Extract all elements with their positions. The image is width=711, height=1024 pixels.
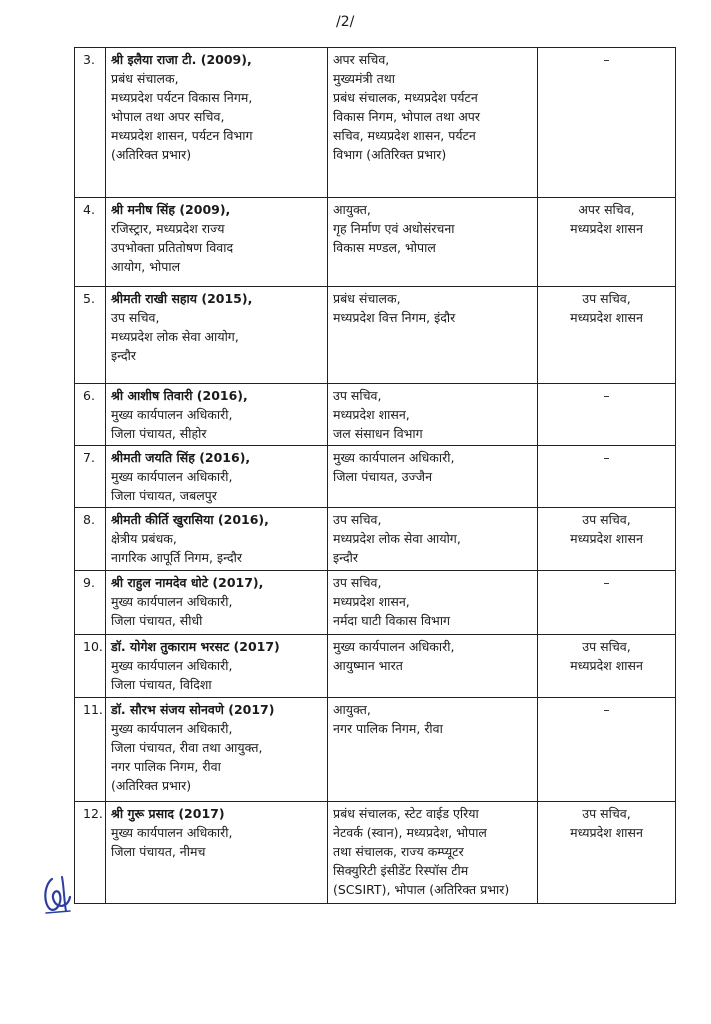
additional-charge <box>538 571 676 635</box>
new-posting-line: आयुष्मान भारत <box>333 658 403 673</box>
new-posting <box>328 384 538 446</box>
new-posting <box>328 635 538 698</box>
new-posting-line: विकास निगम, भोपाल तथा अपर <box>333 109 480 124</box>
serial-number: 10. <box>75 635 106 698</box>
current-post-line: जिला पंचायत, जबलपुर <box>111 488 217 503</box>
initials-signature <box>40 873 80 917</box>
new-posting-line: प्रबंध संचालक, <box>333 291 401 306</box>
new-posting-line: मध्यप्रदेश वित्त निगम, इंदौर <box>333 310 456 325</box>
current-post-line: जिला पंचायत, रीवा तथा आयुक्त, <box>111 740 263 755</box>
new-posting-line: नेटवर्क (स्वान), मध्यप्रदेश, भोपाल <box>333 825 487 840</box>
additional-charge-line: अपर सचिव, <box>578 202 635 217</box>
officer-name: श्री राहुल नामदेव धोटे (2017), <box>111 575 264 590</box>
officer-current-post <box>106 802 328 904</box>
new-posting-line: उप सचिव, <box>333 388 382 403</box>
current-post-line: इन्दौर <box>111 348 136 363</box>
additional-charge-line: उप सचिव, <box>582 639 631 654</box>
new-posting <box>328 287 538 384</box>
current-post-line: जिला पंचायत, नीमच <box>111 844 206 859</box>
additional-charge-line: मध्यप्रदेश शासन <box>570 658 643 673</box>
table-row <box>75 802 676 904</box>
serial-number: 12. <box>75 802 106 904</box>
new-posting-line: अपर सचिव, <box>333 52 390 67</box>
new-posting-line: नगर पालिक निगम, रीवा <box>333 721 443 736</box>
new-posting-line: इन्दौर <box>333 550 358 565</box>
additional-charge-line: उप सचिव, <box>582 291 631 306</box>
current-post-line: भोपाल तथा अपर सचिव, <box>111 109 225 124</box>
additional-charge <box>538 446 676 508</box>
current-post-line: मुख्य कार्यपालन अधिकारी, <box>111 594 233 609</box>
new-posting <box>328 508 538 571</box>
additional-charge-line: – <box>603 52 610 67</box>
current-post-line: मुख्य कार्यपालन अधिकारी, <box>111 658 233 673</box>
current-post-line: मुख्य कार्यपालन अधिकारी, <box>111 469 233 484</box>
new-posting-line: मध्यप्रदेश शासन, <box>333 407 410 422</box>
new-posting-line: विभाग (अतिरिक्त प्रभार) <box>333 147 447 162</box>
additional-charge-line: उप सचिव, <box>582 512 631 527</box>
additional-charge-line: – <box>603 702 610 717</box>
additional-charge-line: मध्यप्रदेश शासन <box>570 825 643 840</box>
new-posting <box>328 698 538 802</box>
current-post-line: आयोग, भोपाल <box>111 259 181 274</box>
officer-name: डॉ. योगेश तुकाराम भरसट (2017) <box>111 639 280 654</box>
current-post-line: क्षेत्रीय प्रबंधक, <box>111 531 177 546</box>
additional-charge <box>538 698 676 802</box>
additional-charge <box>538 802 676 904</box>
current-post-line: उपभोक्ता प्रतितोषण विवाद <box>111 240 234 255</box>
current-post-line: मुख्य कार्यपालन अधिकारी, <box>111 407 233 422</box>
new-posting <box>328 571 538 635</box>
new-posting-line: विकास मण्डल, भोपाल <box>333 240 436 255</box>
officer-name: श्रीमती कीर्ति खुरासिया (2016), <box>111 512 269 527</box>
officer-current-post <box>106 198 328 287</box>
table-row <box>75 446 676 508</box>
new-posting-line: प्रबंध संचालक, स्टेट वाईड एरिया <box>333 806 479 821</box>
current-post-line: रजिस्ट्रार, मध्यप्रदेश राज्य <box>111 221 225 236</box>
officer-current-post <box>106 698 328 802</box>
additional-charge-line: मध्यप्रदेश शासन <box>570 531 643 546</box>
current-post-line: मुख्य कार्यपालन अधिकारी, <box>111 721 233 736</box>
serial-number: 8. <box>75 508 106 571</box>
new-posting <box>328 802 538 904</box>
additional-charge-line: मध्यप्रदेश शासन <box>570 310 643 325</box>
officer-name: श्रीमती राखी सहाय (2015), <box>111 291 253 306</box>
current-post-line: जिला पंचायत, विदिशा <box>111 677 212 692</box>
current-post-line: मध्यप्रदेश पर्यटन विकास निगम, <box>111 90 253 105</box>
new-posting <box>328 48 538 198</box>
table-row <box>75 698 676 802</box>
additional-charge <box>538 508 676 571</box>
new-posting-line: मुख्य कार्यपालन अधिकारी, <box>333 639 455 654</box>
officer-current-post <box>106 571 328 635</box>
additional-charge-line: – <box>603 450 610 465</box>
new-posting-line: नर्मदा घाटी विकास विभाग <box>333 613 451 628</box>
new-posting-line: जल संसाधन विभाग <box>333 426 423 441</box>
new-posting-line: आयुक्त, <box>333 702 371 717</box>
new-posting-line: सचिव, मध्यप्रदेश शासन, पर्यटन <box>333 128 476 143</box>
new-posting-line: सिक्युरिटी इंसीडेंट रिस्पॉस टीम <box>333 863 469 878</box>
table-row <box>75 635 676 698</box>
officer-name: श्री गुरू प्रसाद (2017) <box>111 806 225 821</box>
current-post-line: जिला पंचायत, सीहोर <box>111 426 207 441</box>
current-post-line: प्रबंध संचालक, <box>111 71 179 86</box>
new-posting <box>328 198 538 287</box>
current-post-line: मध्यप्रदेश शासन, पर्यटन विभाग <box>111 128 253 143</box>
new-posting-line: मुख्य कार्यपालन अधिकारी, <box>333 450 455 465</box>
officer-name: श्री मनीष सिंह (2009), <box>111 202 231 217</box>
table-row <box>75 198 676 287</box>
current-post-line: नगर पालिक निगम, रीवा <box>111 759 221 774</box>
new-posting-line: गृह निर्माण एवं अधोसंरचना <box>333 221 455 236</box>
current-post-line: मुख्य कार्यपालन अधिकारी, <box>111 825 233 840</box>
new-posting-line: जिला पंचायत, उज्जैन <box>333 469 433 484</box>
new-posting-line: मुख्यमंत्री तथा <box>333 71 395 86</box>
officer-current-post <box>106 287 328 384</box>
officer-name: डॉ. सौरभ संजय सोनवणे (2017) <box>111 702 275 717</box>
new-posting-line: आयुक्त, <box>333 202 371 217</box>
current-post-line: (अतिरिक्त प्रभार) <box>111 778 192 793</box>
serial-number: 4. <box>75 198 106 287</box>
new-posting-line: तथा संचालक, राज्य कम्प्यूटर <box>333 844 464 859</box>
officer-current-post <box>106 48 328 198</box>
additional-charge-line: – <box>603 388 610 403</box>
table-row <box>75 287 676 384</box>
new-posting-line: मध्यप्रदेश लोक सेवा आयोग, <box>333 531 461 546</box>
serial-number: 6. <box>75 384 106 446</box>
additional-charge <box>538 48 676 198</box>
serial-number: 5. <box>75 287 106 384</box>
table-row <box>75 571 676 635</box>
serial-number: 11. <box>75 698 106 802</box>
current-post-line: मध्यप्रदेश लोक सेवा आयोग, <box>111 329 239 344</box>
officer-current-post <box>106 384 328 446</box>
additional-charge <box>538 384 676 446</box>
current-post-line: जिला पंचायत, सीधी <box>111 613 203 628</box>
serial-number: 3. <box>75 48 106 198</box>
officer-name: श्री आशीष तिवारी (2016), <box>111 388 248 403</box>
new-posting-line: उप सचिव, <box>333 575 382 590</box>
serial-number: 7. <box>75 446 106 508</box>
table-row <box>75 384 676 446</box>
additional-charge <box>538 287 676 384</box>
current-post-line: उप सचिव, <box>111 310 160 325</box>
current-post-line: नागरिक आपूर्ति निगम, इन्दौर <box>111 550 242 565</box>
serial-number: 9. <box>75 571 106 635</box>
officer-current-post <box>106 635 328 698</box>
officer-current-post <box>106 446 328 508</box>
additional-charge <box>538 635 676 698</box>
additional-charge-line: मध्यप्रदेश शासन <box>570 221 643 236</box>
additional-charge-line: – <box>603 575 610 590</box>
new-posting-line: प्रबंध संचालक, मध्यप्रदेश पर्यटन <box>333 90 478 105</box>
current-post-line: (अतिरिक्त प्रभार) <box>111 147 192 162</box>
additional-charge-line: उप सचिव, <box>582 806 631 821</box>
new-posting-line: (SCSIRT), भोपाल (अतिरिक्त प्रभार) <box>333 882 510 897</box>
table-row <box>75 48 676 198</box>
new-posting-line: उप सचिव, <box>333 512 382 527</box>
additional-charge <box>538 198 676 287</box>
new-posting <box>328 446 538 508</box>
table-row <box>75 508 676 571</box>
new-posting-line: मध्यप्रदेश शासन, <box>333 594 410 609</box>
officer-name: श्रीमती जयति सिंह (2016), <box>111 450 251 465</box>
page-number: /2/ <box>336 14 355 30</box>
officer-current-post <box>106 508 328 571</box>
transfer-orders-table <box>74 47 676 904</box>
officer-name: श्री इलैया राजा टी. (2009), <box>111 52 252 67</box>
